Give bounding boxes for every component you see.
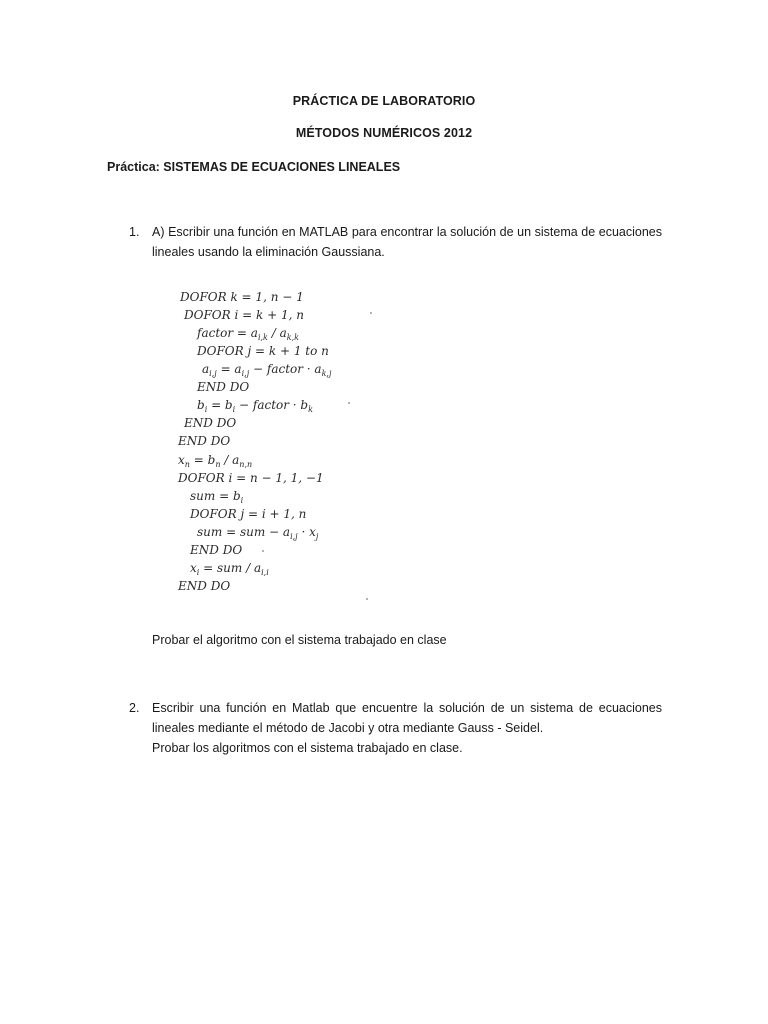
exercise-2-line-3: Probar los algoritmos con el sistema trabajado en clase.: [152, 741, 463, 755]
exercise-1-line-1: A) Escribir una función en MATLAB para encontrar la solución de un sistema de ecuaciones: [152, 225, 662, 239]
algo-line: END DO: [197, 380, 250, 394]
scan-speck: [370, 312, 372, 314]
exercise-1-test-note: Probar el algoritmo con el sistema trabajado en clase: [152, 633, 447, 647]
scan-speck: [348, 402, 350, 404]
algo-line: factor = $a_{i,k} / a_{k,k}$: [197, 326, 299, 342]
algo-line: $a_{i,j} = a_{i,j}$ − factor · $a_{k,j}$: [202, 362, 332, 378]
exercise-1-number: 1.: [129, 225, 140, 239]
scan-speck: [262, 550, 264, 552]
algo-line: sum = $b_i$: [190, 489, 244, 505]
document-title: PRÁCTICA DE LABORATORIO: [292, 94, 476, 108]
algo-line: DOFOR i = n − 1, 1, −1: [178, 471, 324, 485]
algo-line: $x_i$ = sum / $a_{i,i}$: [190, 561, 269, 577]
scan-speck: [366, 598, 368, 600]
algo-line: sum = sum − $a_{i,j} \cdot x_j$: [197, 525, 319, 541]
algo-line: END DO: [178, 434, 231, 448]
gauss-elimination-pseudocode: [170, 284, 380, 606]
exercise-2-line-2: lineales mediante el método de Jacobi y otra mediante Gauss - Seidel.: [152, 721, 544, 735]
algo-line: DOFOR k = 1, n − 1: [180, 290, 304, 304]
algo-line: DOFOR j = i + 1, n: [190, 507, 307, 521]
exercise-2-number: 2.: [129, 701, 140, 715]
algo-line: END DO: [178, 579, 231, 593]
algo-line: $b_i = b_i$ − factor · $b_k$: [197, 398, 313, 414]
algo-line: END DO: [184, 416, 237, 430]
exercise-1-line-2: lineales usando la eliminación Gaussiana.: [152, 245, 385, 259]
algo-line: $x_n = b_n / a_{n,n}$: [178, 453, 253, 469]
document-subtitle: MÉTODOS NUMÉRICOS 2012: [295, 126, 473, 140]
practice-subject: Práctica: SISTEMAS DE ECUACIONES LINEALES: [107, 160, 401, 174]
algo-line: END DO: [190, 543, 243, 557]
algo-line: DOFOR j = k + 1 to n: [197, 344, 329, 358]
algo-line: DOFOR i = k + 1, n: [184, 308, 304, 322]
exercise-2-line-1: Escribir una función en Matlab que encuentre la solución de un sistema de ecuaciones: [152, 701, 662, 715]
